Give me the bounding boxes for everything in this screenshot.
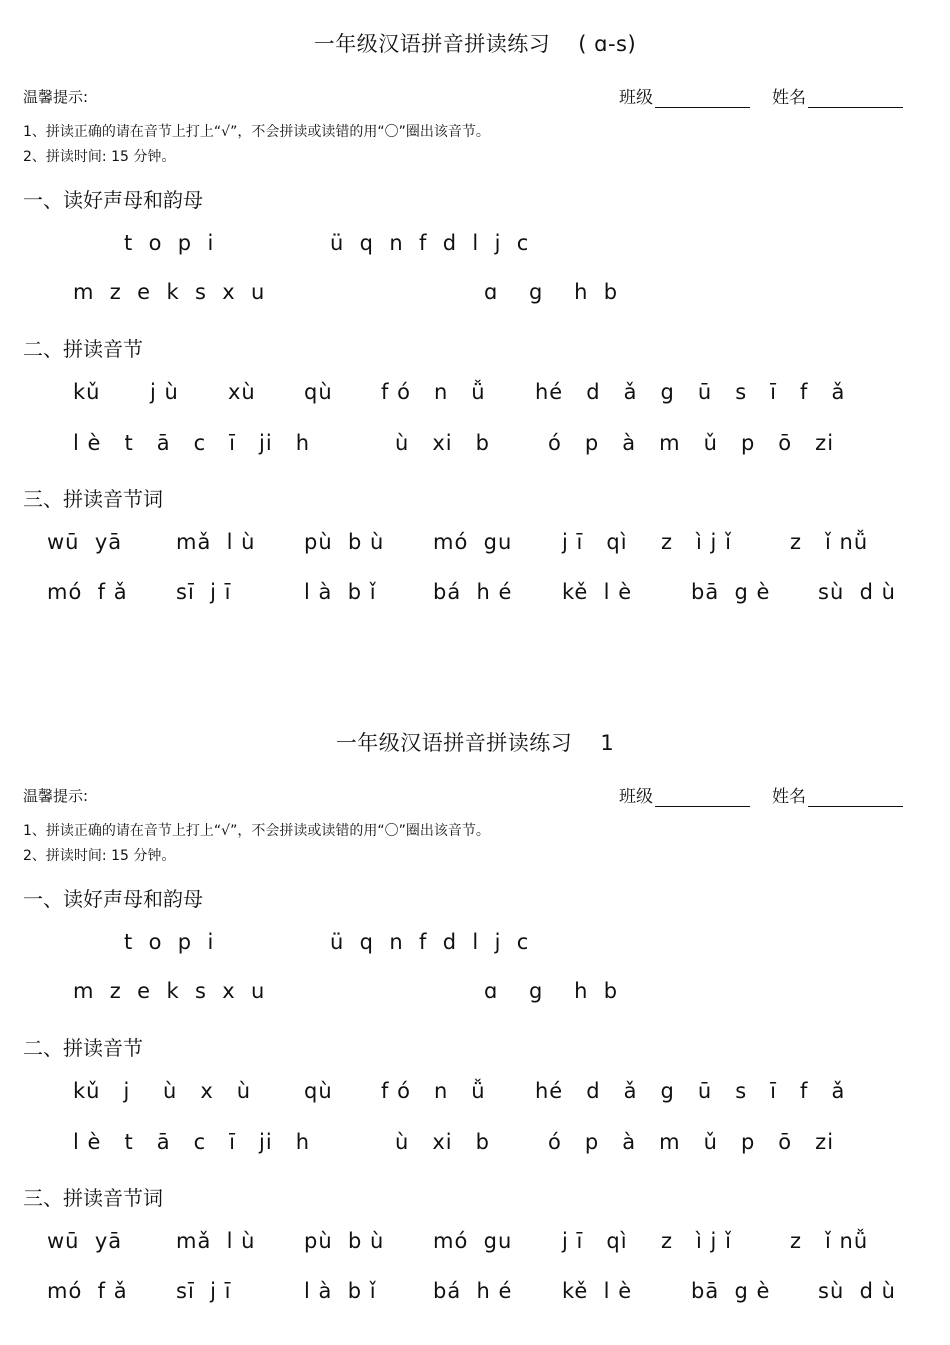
pinyin-group: m z e k s x u: [73, 979, 266, 1003]
name-field[interactable]: [772, 83, 903, 108]
pinyin-word: j ī qì: [562, 530, 628, 554]
syllable: qù: [304, 380, 333, 404]
syllable: hé d ǎ g ū s ī f ǎ: [535, 1079, 846, 1103]
pinyin-word: wū yā: [47, 1229, 123, 1253]
initials-finals-row-1: [0, 930, 950, 958]
pinyin-word: mó gu: [433, 530, 513, 554]
pinyin-word: j ī qì: [562, 1229, 628, 1253]
pinyin-word: mǎ l ù: [176, 1229, 256, 1253]
pinyin-group: ɑ g h b: [484, 979, 619, 1003]
rule-2: 2、拼读时间: 15 分钟。: [23, 149, 176, 165]
pinyin-word: mǎ l ù: [176, 530, 256, 554]
rule-1: 1、拼读正确的请在音节上打上“√”，不会拼读或读错的用“〇”圈出该音节。: [23, 124, 490, 140]
section-3-heading: 三、拼读音节词: [23, 487, 163, 511]
syllable: ù xi b: [395, 431, 490, 455]
class-field[interactable]: [619, 83, 750, 108]
pinyin-word: l à b ǐ: [304, 580, 377, 604]
syllable: kǔ: [73, 380, 101, 404]
word-row-2: [0, 580, 950, 608]
syllable: hé d ǎ g ū s ī f ǎ: [535, 380, 846, 404]
title-suffix: ( ɑ-s): [578, 32, 637, 56]
name-label: 姓名: [772, 88, 806, 108]
syllable: ó p à m ǔ p ō zi: [548, 1130, 835, 1154]
pinyin-group: ü q n f d l j c: [330, 231, 530, 255]
syllable: j ù: [150, 380, 179, 404]
class-blank[interactable]: [655, 89, 750, 108]
pinyin-word: z ì j ǐ: [661, 530, 732, 554]
name-blank[interactable]: [808, 788, 903, 807]
section-3-heading: 三、拼读音节词: [23, 1186, 163, 1210]
pinyin-word: kě l è: [562, 1279, 633, 1303]
pinyin-word: l à b ǐ: [304, 1279, 377, 1303]
worksheet-title: [0, 28, 950, 58]
initials-finals-row-1: [0, 231, 950, 259]
syllable: xù: [228, 380, 256, 404]
rule-2: 2、拼读时间: 15 分钟。: [23, 848, 176, 864]
pinyin-word: sī j ī: [176, 580, 232, 604]
syllable: qù: [304, 1079, 333, 1103]
section-2-heading: 二、拼读音节: [23, 1036, 143, 1060]
pinyin-word: wū yā: [47, 530, 123, 554]
tips-label: 温馨提示:: [23, 88, 89, 106]
word-row-1: [0, 1229, 950, 1257]
class-label: 班级: [619, 88, 653, 108]
initials-finals-row-2: [0, 979, 950, 1007]
rule-1: 1、拼读正确的请在音节上打上“√”，不会拼读或读错的用“〇”圈出该音节。: [23, 823, 490, 839]
pinyin-word: pù b ù: [304, 530, 385, 554]
pinyin-word: bā g è: [691, 1279, 771, 1303]
pinyin-word: bá h é: [433, 580, 513, 604]
pinyin-word: z ǐ nǚ: [790, 1229, 869, 1253]
pinyin-word: pù b ù: [304, 1229, 385, 1253]
syllable: l è t ā c ī ji h: [73, 1130, 311, 1154]
pinyin-group: t o p i: [124, 231, 215, 255]
syllable: ù x ù: [163, 1079, 252, 1103]
pinyin-word: bá h é: [433, 1279, 513, 1303]
class-label: 班级: [619, 787, 653, 807]
pinyin-word: mó gu: [433, 1229, 513, 1253]
name-field[interactable]: [772, 782, 903, 807]
syllable: ó p à m ǔ p ō zi: [548, 431, 835, 455]
title-suffix: 1: [600, 731, 615, 755]
pinyin-word: z ǐ nǚ: [790, 530, 869, 554]
pinyin-word: mó f ǎ: [47, 1279, 128, 1303]
name-blank[interactable]: [808, 89, 903, 108]
pinyin-word: bā g è: [691, 580, 771, 604]
title-text: 一年级汉语拼音拼读练习: [335, 731, 573, 755]
syllable: ù xi b: [395, 1130, 490, 1154]
pinyin-group: t o p i: [124, 930, 215, 954]
section-2-heading: 二、拼读音节: [23, 337, 143, 361]
syllable: kǔ j: [73, 1079, 131, 1103]
pinyin-group: ɑ g h b: [484, 280, 619, 304]
pinyin-word: sù d ù: [818, 580, 896, 604]
syllable: l è t ā c ī ji h: [73, 431, 311, 455]
pinyin-word: z ì j ǐ: [661, 1229, 732, 1253]
pinyin-word: mó f ǎ: [47, 580, 128, 604]
pinyin-group: ü q n f d l j c: [330, 930, 530, 954]
tips-label: 温馨提示:: [23, 787, 89, 805]
syllable-row-2: [0, 431, 950, 459]
word-row-2: [0, 1279, 950, 1307]
syllable: f ó n ǚ: [381, 1079, 486, 1103]
syllable-row-1: [0, 380, 950, 408]
syllable-row-2: [0, 1130, 950, 1158]
name-label: 姓名: [772, 787, 806, 807]
class-blank[interactable]: [655, 788, 750, 807]
pinyin-group: m z e k s x u: [73, 280, 266, 304]
word-row-1: [0, 530, 950, 558]
section-1-heading: 一、读好声母和韵母: [23, 188, 203, 212]
worksheet-title: [0, 727, 950, 757]
syllable-row-1: [0, 1079, 950, 1107]
pinyin-word: sù d ù: [818, 1279, 896, 1303]
section-1-heading: 一、读好声母和韵母: [23, 887, 203, 911]
syllable: f ó n ǚ: [381, 380, 486, 404]
pinyin-word: kě l è: [562, 580, 633, 604]
pinyin-word: sī j ī: [176, 1279, 232, 1303]
class-field[interactable]: [619, 782, 750, 807]
initials-finals-row-2: [0, 280, 950, 308]
title-text: 一年级汉语拼音拼读练习: [313, 32, 551, 56]
